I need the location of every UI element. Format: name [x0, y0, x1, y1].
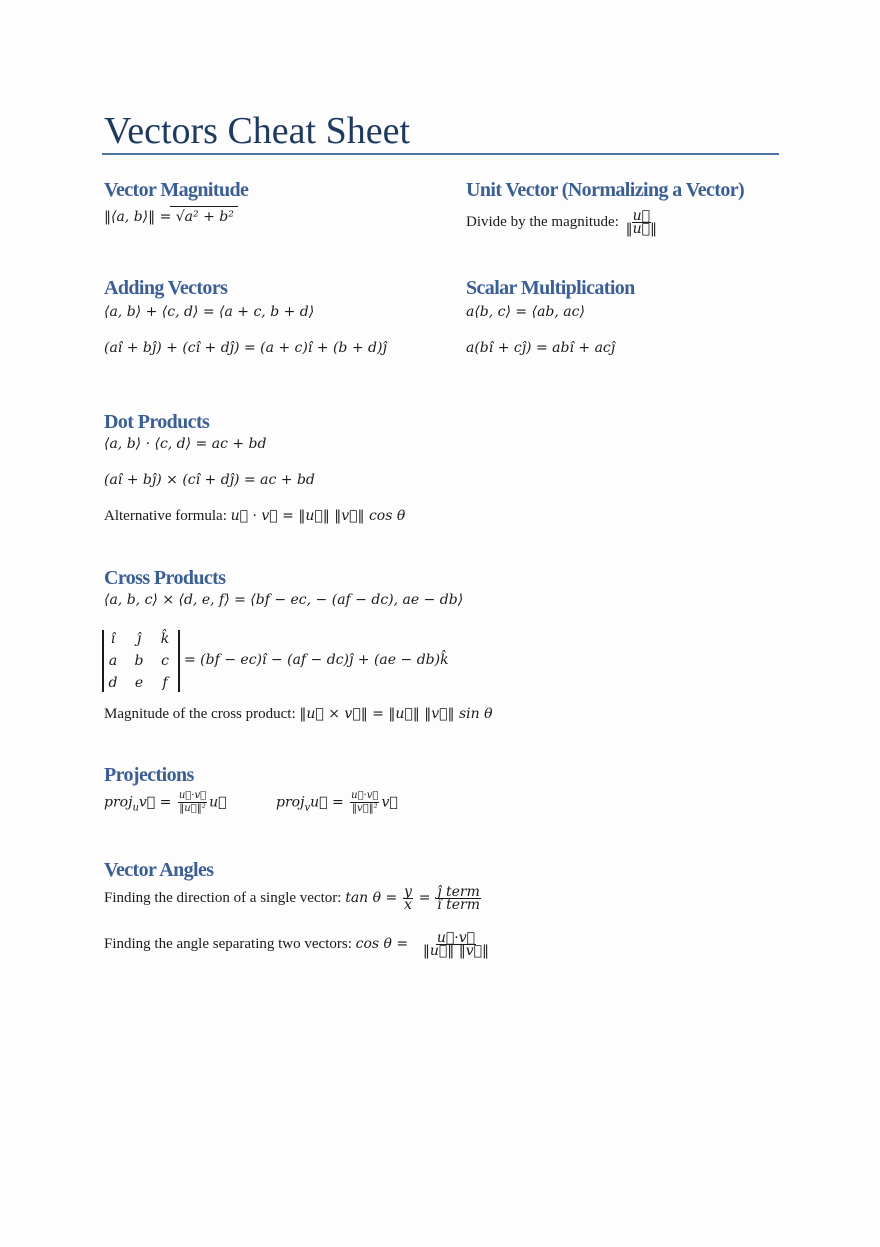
dir-f2-den: ı̂ term: [437, 897, 480, 913]
cross-matrix-result: = (bf − ec)ı̂ − (af − dc)ȷ̂ + (ae − db)k̂: [184, 652, 449, 668]
matrix-cell: ı̂: [110, 631, 116, 647]
dot-alt-label: Alternative formula:: [104, 508, 227, 524]
dot-alt-line: [104, 506, 405, 526]
sep-den: ‖u⃗‖ ‖v⃗‖: [422, 943, 490, 959]
direction-line: [104, 886, 483, 911]
matrix-cell: c: [161, 653, 169, 669]
separation-lhs: cos θ =: [355, 935, 409, 952]
proj2-sub: v: [304, 802, 311, 814]
matrix-cell: f: [162, 675, 168, 691]
sep-num: u⃗·v⃗: [436, 930, 476, 946]
dir-f1-den: x: [404, 897, 412, 913]
proj1-vec: v⃗ =: [138, 794, 172, 811]
proj2-num: u⃗·v⃗: [351, 790, 379, 801]
unit-vector-line: [466, 210, 660, 235]
direction-eq: =: [418, 889, 431, 906]
direction-fraction-2: [436, 886, 481, 911]
page-title: Vectors Cheat Sheet: [104, 110, 411, 152]
projection-u: [104, 790, 227, 818]
separation-fraction: [422, 932, 490, 957]
matrix-cell: d: [108, 675, 118, 691]
proj1-num: u⃗·v⃗: [178, 790, 207, 801]
dir-f1-num: y: [404, 884, 412, 900]
direction-lhs: tan θ =: [345, 889, 398, 906]
adding-formula-1: ⟨a, b⟩ + ⟨c, d⟩ = ⟨a + c, b + d⟩: [104, 304, 315, 320]
proj1-fraction: [178, 790, 207, 815]
heading-vector-angles: Vector Angles: [104, 859, 214, 881]
unit-frac-den: ‖u⃗‖: [625, 221, 658, 237]
heading-adding-vectors: Adding Vectors: [104, 277, 228, 299]
dot-formula-2: (aı̂ + bȷ̂) × (cı̂ + dȷ̂) = ac + bd: [104, 472, 315, 488]
heading-projections: Projections: [104, 764, 194, 786]
proj1-sub: u: [132, 802, 139, 814]
proj1-lhs: proj: [104, 794, 133, 811]
proj2-tail: v⃗: [381, 794, 398, 811]
dot-formula-1: ⟨a, b⟩ · ⟨c, d⟩ = ac + bd: [104, 436, 267, 452]
proj2-vec: u⃗ =: [310, 794, 344, 811]
title-divider: [102, 153, 779, 155]
proj2-fraction: [350, 790, 379, 815]
unit-vector-text: Divide by the magnitude:: [466, 213, 619, 230]
scalar-formula-2: a(bı̂ + cȷ̂) = abı̂ + acȷ̂: [466, 340, 616, 356]
determinant-bar-left: [102, 630, 104, 692]
magnitude-formula: ‖⟨a, b⟩‖ = √a² + b²: [104, 209, 234, 225]
direction-label: Finding the direction of a single vector:: [104, 889, 342, 906]
determinant-bar-right: [178, 630, 180, 692]
direction-fraction-1: [403, 886, 413, 911]
scalar-formula-1: a⟨b, c⟩ = ⟨ab, ac⟩: [466, 304, 585, 320]
heading-cross-products: Cross Products: [104, 567, 226, 589]
matrix-row: [100, 650, 178, 672]
cross-matrix: [100, 628, 178, 694]
cross-magnitude-formula: ‖u⃗ × v⃗‖ = ‖u⃗‖ ‖v⃗‖ sin θ: [299, 706, 493, 722]
matrix-cell: k̂: [160, 631, 170, 647]
proj1-tail: u⃗: [209, 794, 227, 811]
projection-v: [276, 790, 398, 818]
proj1-den: ‖u⃗‖²: [179, 803, 206, 814]
dir-f2-num: ȷ̂ term: [437, 884, 480, 900]
matrix-cell: e: [134, 675, 144, 691]
unit-frac-num: u⃗: [632, 208, 651, 224]
matrix-row: [100, 628, 178, 650]
heading-vector-magnitude: Vector Magnitude: [104, 179, 249, 201]
matrix-cell: b: [134, 653, 144, 669]
adding-formula-2: (aı̂ + bȷ̂) + (cı̂ + dȷ̂) = (a + c)ı̂ + (b + d)ȷ̂: [104, 340, 387, 356]
matrix-row: [100, 672, 178, 694]
radical-bar: [170, 206, 238, 207]
separation-label: Finding the angle separating two vectors:: [104, 935, 352, 952]
dot-alt-formula: u⃗ · v⃗ = ‖u⃗‖ ‖v⃗‖ cos θ: [230, 508, 406, 524]
proj2-den: ‖v⃗‖²: [351, 803, 378, 814]
separation-line: [104, 932, 492, 957]
unit-vector-fraction: [625, 210, 658, 235]
heading-unit-vector: Unit Vector (Normalizing a Vector): [466, 179, 745, 201]
heading-dot-products: Dot Products: [104, 411, 210, 433]
cross-magnitude-line: [104, 704, 493, 724]
cross-magnitude-label: Magnitude of the cross product:: [104, 706, 296, 722]
matrix-cell: ȷ̂: [136, 631, 142, 647]
heading-scalar-multiplication: Scalar Multiplication: [466, 277, 635, 299]
cross-formula-1: ⟨a, b, c⟩ × ⟨d, e, f⟩ = ⟨bf − ec, − (af − dc), ae − db⟩: [104, 592, 464, 608]
matrix-cell: a: [108, 653, 118, 669]
proj2-lhs: proj: [276, 794, 305, 811]
